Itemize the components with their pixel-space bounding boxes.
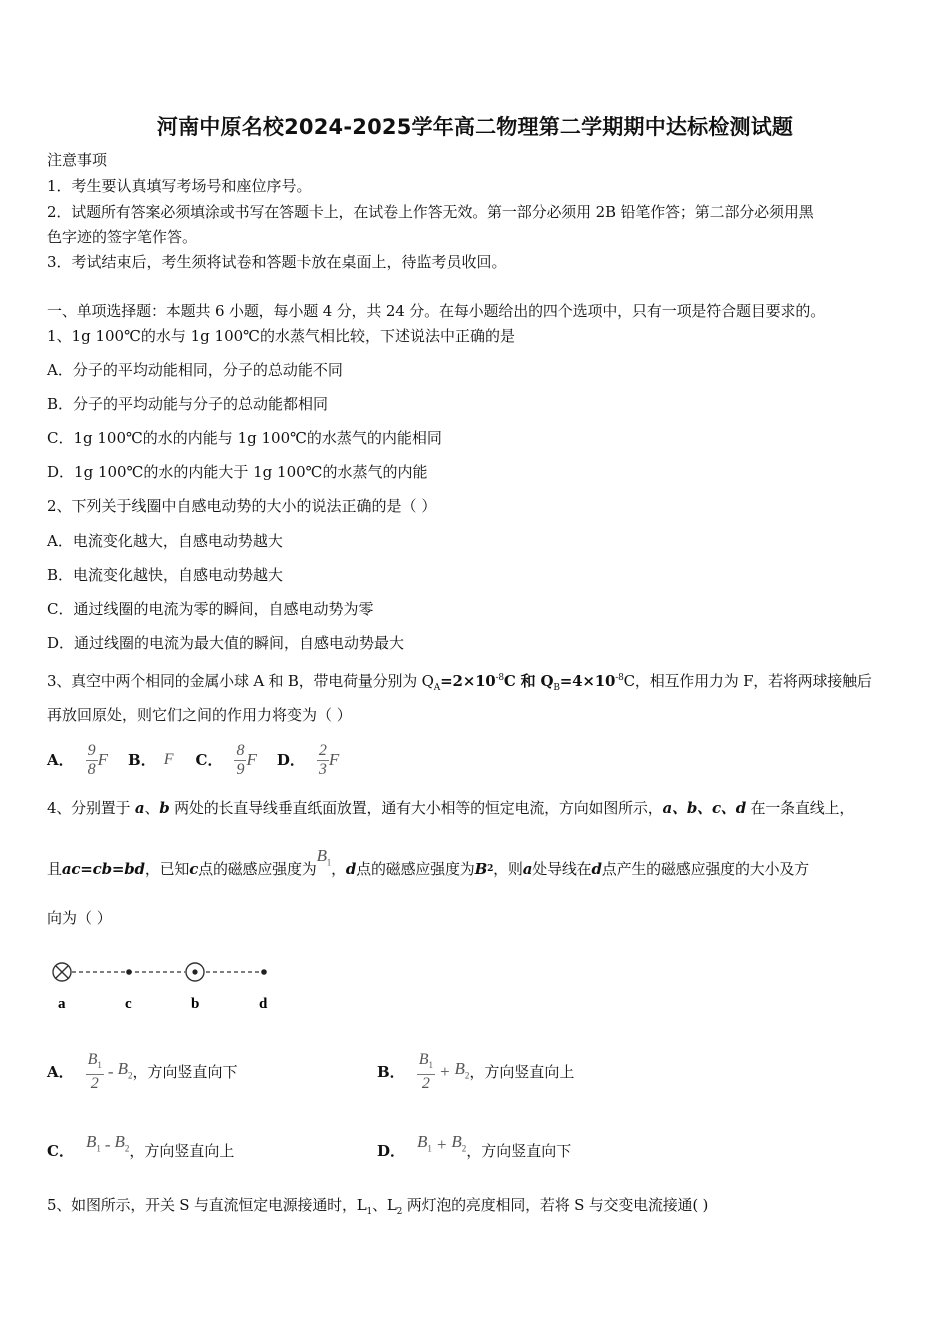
fraction: $\frac{B_1}{2}$: [87, 1050, 102, 1093]
question-3-stem-line2: 再放回原处，则它们之间的作用力将变为（ ）: [47, 706, 352, 724]
question-4-stem-line3: 向为（ ）: [47, 909, 112, 927]
question-5-stem: 5、如图所示，开关 S 与直流恒定电源接通时，$L_1$、$L_2$ 两灯泡的亮度相同，若将 S 与交变电流接通( ): [47, 1196, 709, 1217]
fraction: $\frac{8}{9}$: [236, 741, 245, 778]
question-4-option-a: A． $\frac{B_1}{2}$ - $B_2$ ，方向竖直向下: [47, 1050, 238, 1093]
question-3-options: A． $\frac{9}{8}$ F B． F C． $\frac{8}{9}$ F D． $\frac{2}{3}$ F: [47, 741, 340, 778]
option-label: B．: [128, 751, 156, 769]
question-2-option-d: D．通过线圈的电流为最大值的瞬间，自感电动势最大: [47, 634, 405, 652]
question-2-stem: 2、下列关于线圈中自感电动势的大小的说法正确的是（ ）: [47, 497, 437, 515]
option-label: A．: [47, 751, 74, 769]
question-1-option-c: C．1g 100℃的水的内能与 1g 100℃的水蒸气的内能相同: [47, 429, 442, 447]
question-4-option-d: D． $B_1$ + $B_2$ ，方向竖直向下: [377, 1131, 572, 1160]
question-4-stem: 4、分别置于 a、b 两处的长直导线垂直纸面放置，通有大小相等的恒定电流，方向如图所示，a、b、c、d 在一条直线上，: [47, 799, 855, 817]
fraction: $\frac{B_1}{2}$: [418, 1050, 433, 1093]
wire-b-out-of-page-icon: [186, 963, 204, 981]
label-a: a: [58, 996, 66, 1012]
question-3-stem: 3、真空中两个相同的金属小球 A 和 B，带电荷量分别为 $Q_A=2\times 10^{-8}C$ 和 $Q_B=4\times 10^{-8}C$，相互作用力为 F，若将两球接触后: [47, 672, 872, 693]
question-4-option-b: B． $\frac{B_1}{2}$ + $B_2$ ，方向竖直向上: [377, 1050, 575, 1093]
notice-item: 1．考生要认真填写考场号和座位序号。: [47, 177, 312, 195]
question-2-option-b: B．电流变化越快，自感电动势越大: [47, 566, 284, 584]
notice-heading: 注意事项: [47, 151, 108, 169]
notice-item: 色字迹的签字笔作答。: [47, 228, 198, 246]
question-1-option-a: A．分子的平均动能相同，分子的总动能不同: [47, 361, 343, 379]
section-heading: 一、单项选择题：本题共 6 小题，每小题 4 分，共 24 分。在每小题给出的四个选项中，只有一项是符合题目要求的。: [47, 302, 826, 320]
wire-diagram: [50, 958, 280, 1014]
question-4-option-c: C． $B_1$ - $B_2$ ，方向竖直向上: [47, 1131, 235, 1160]
notice-item: 3．考试结束后，考生须将试卷和答题卡放在桌面上，待监考员收回。: [47, 253, 507, 271]
question-1-option-d: D．1g 100℃的水的内能大于 1g 100℃的水蒸气的内能: [47, 463, 428, 481]
question-1-option-b: B．分子的平均动能与分子的总动能都相同: [47, 395, 329, 413]
option-label: C．: [195, 751, 223, 769]
fraction: $\frac{9}{8}$: [87, 741, 96, 778]
question-4-stem-line2: 且 ac=cb=bd ，已知 c 点的磁感应强度为 $B_1$ ， d 点的磁感应强度为 B 2 ，则 a 处导线在 d 点产生的磁感应强度的大小及方: [47, 845, 809, 878]
page-title: 河南中原名校2024-2025学年高二物理第二学期期中达标检测试题: [156, 115, 794, 139]
question-2-option-c: C．通过线圈的电流为零的瞬间，自感电动势为零: [47, 600, 374, 618]
label-d: d: [259, 996, 268, 1012]
label-c: c: [125, 996, 132, 1012]
question-2-option-a: A．电流变化越大，自感电动势越大: [47, 532, 283, 550]
fraction: $\frac{2}{3}$: [318, 741, 327, 778]
question-1-stem: 1、1g 100℃的水与 1g 100℃的水蒸气相比较，下述说法中正确的是: [47, 327, 515, 345]
wire-a-into-page-icon: [53, 963, 71, 981]
notice-item: 2．试题所有答案必须填涂或书写在答题卡上，在试卷上作答无效。第一部分必须用 2B 铅笔作答；第二部分必须用黑: [47, 203, 814, 221]
option-label: D．: [276, 751, 305, 769]
point-d: [261, 969, 267, 975]
label-b: b: [191, 996, 200, 1012]
point-c: [126, 969, 132, 975]
